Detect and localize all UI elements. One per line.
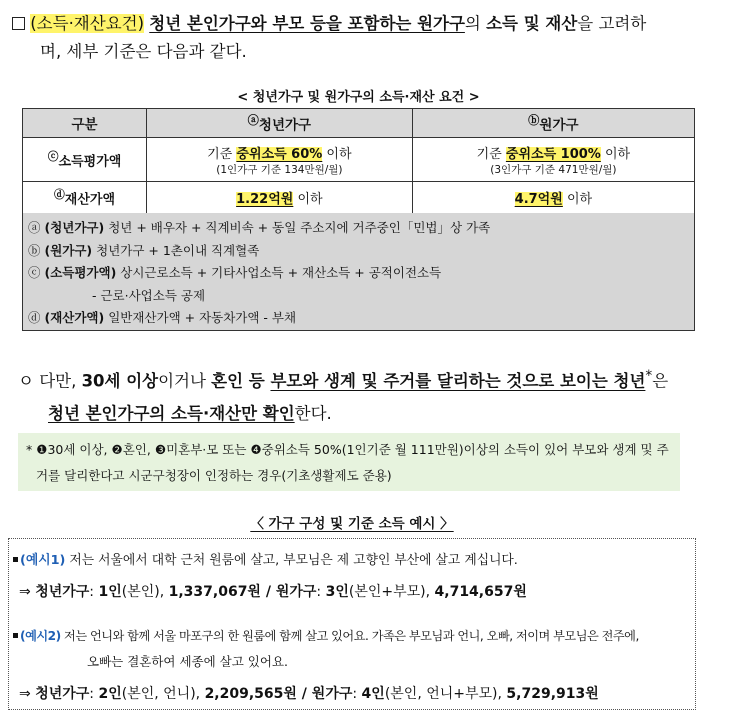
ex2-youth-label: 청년가구 — [35, 686, 90, 702]
ex2-colon: : — [89, 686, 99, 702]
square-bullet-icon — [13, 633, 18, 638]
note-text: 일반재산가액 + 자동차가액 - 부채 — [104, 310, 297, 325]
mark-b: ⓑ — [528, 114, 540, 128]
fn-num: ❸ — [154, 442, 167, 457]
examples-box — [8, 538, 696, 710]
note-text: 청년가구 + 1촌이내 직계혈족 — [92, 242, 260, 258]
fn-star: * — [26, 442, 37, 457]
example-1-result — [19, 581, 527, 601]
s2-text: 다만, — [33, 371, 82, 391]
note-item — [28, 307, 689, 330]
ex1-youth-label: 청년가구 — [35, 584, 90, 600]
orig-income-sub: (3인가구 기준 471만원/월) — [490, 163, 617, 176]
heading-tail: 을 고려하 — [577, 14, 647, 33]
note-term: (소득평가액) — [44, 265, 117, 280]
ex1-orig-detail: (본인+부모), — [348, 584, 435, 600]
cell-orig-assets — [412, 182, 694, 214]
ex1-orig-amount: 4,714,657원 — [434, 584, 527, 600]
ex2-youth-amount: 2,209,565원 — [204, 686, 297, 702]
ex2-colon: : — [352, 686, 362, 702]
s2-marriage: 혼인 등 — [211, 371, 271, 391]
fn-num: ❷ — [111, 442, 123, 457]
section-1-heading — [12, 10, 724, 66]
ex2-label: (예시2) — [20, 629, 61, 643]
ex1-colon: : — [89, 584, 99, 600]
s2-age: 30세 이상 — [81, 371, 159, 391]
ex1-orig-count: 3인 — [325, 584, 349, 600]
fn-text: 30세 이상, — [47, 442, 112, 457]
example-2-result — [19, 683, 599, 703]
header-youth-label: 청년가구 — [258, 117, 312, 134]
ex1-orig-label: 원가구 — [275, 584, 317, 600]
s2-text: 이거나 — [158, 371, 212, 391]
youth-assets-threshold: 1.22억원 — [236, 192, 294, 207]
heading-text: 의 — [464, 14, 487, 33]
note-text: 상시근로소득 + 기타사업소득 + 재산소득 + 공적이전소득 — [116, 265, 442, 280]
orig-assets-post: 이하 — [562, 192, 593, 207]
s2-separate-living: 부모와 생계 및 주거를 달리하는 것으로 보이는 청년 — [270, 371, 646, 391]
ex1-youth-detail: (본인), — [121, 584, 169, 600]
youth-income-sub: (1인가구 기준 134만원/월) — [216, 163, 343, 176]
note-mark: ⓒ — [28, 265, 45, 280]
fn-line2: 거를 달리한다고 시군구청장이 인정하는 경우(기초생활제도 준용) — [36, 468, 392, 483]
square-bullet-icon — [13, 557, 18, 562]
fn-num: ❶ — [36, 442, 48, 457]
example-2-desc-line2: 오빠는 결혼하여 세종에 살고 있어요. — [87, 654, 288, 669]
heading-line2: 며, 세부 기준은 다음과 같다. — [40, 42, 247, 61]
youth-income-post: 이하 — [322, 146, 352, 162]
requirements-table — [22, 108, 695, 214]
note-term: (원가구) — [44, 242, 93, 258]
ex2-orig-label: 원가구 — [311, 686, 353, 702]
mark-d: ⓓ — [53, 188, 65, 202]
ex2-text: 저는 언니와 함께 서울 마포구의 한 원룸에 함께 살고 있어요. 가족은 부모님과 언니, 오빠, 저이며 부모님은 전주에, — [60, 629, 639, 643]
note-text: 청년 + 배우자 + 직계비속 + 동일 주소지에 거주중인「민법」상 가족 — [104, 220, 491, 235]
footnote-box — [18, 433, 680, 491]
ex1-text: 저는 서울에서 대학 근처 원룸에 살고, 부모님은 제 고향인 부산에 살고 계십니다. — [65, 553, 518, 568]
cell-youth-income — [147, 138, 413, 182]
table-caption: < 청년가구 및 원가구의 소득·재산 요건 > — [237, 90, 480, 105]
orig-income-pre: 기준 — [476, 146, 506, 162]
note-item — [28, 217, 689, 240]
ex2-orig-detail: (본인, 언니+부모), — [384, 686, 507, 702]
note-item — [28, 240, 689, 263]
ex2-orig-count: 4인 — [361, 686, 385, 702]
arrow-icon: ⇒ — [19, 686, 36, 702]
example-1-desc — [13, 549, 518, 568]
fn-num: ❹ — [250, 442, 262, 457]
ex2-youth-detail: (본인, 언니), — [121, 686, 205, 702]
s2-tail: 한다. — [294, 403, 332, 423]
note-mark: ⓓ — [28, 310, 45, 325]
youth-income-pre: 기준 — [207, 146, 237, 162]
row-income-label — [23, 138, 147, 182]
note-item — [28, 262, 689, 285]
heading-households: 청년 본인가구와 부모 등을 포함하는 원가구 — [149, 14, 465, 33]
ex1-youth-amount: 1,337,067원 — [168, 584, 261, 600]
examples-title: 〈 가구 구성 및 기준 소득 예시 〉 — [250, 516, 454, 532]
arrow-icon: ⇒ — [19, 584, 36, 600]
note-term: (청년가구) — [44, 220, 105, 235]
definition-notes — [22, 213, 695, 331]
cell-orig-income — [412, 138, 694, 182]
note-term: (재산가액) — [44, 310, 105, 325]
circle-bullet: ㅇ — [18, 371, 34, 391]
ex1-colon: : — [316, 584, 326, 600]
col-header-original — [412, 109, 694, 138]
note-item — [28, 285, 689, 308]
fn-text: 미혼부·모 또는 — [166, 442, 251, 457]
heading-income-assets: 소득 및 재산 — [486, 14, 578, 33]
fn-text: 혼인, — [122, 442, 155, 457]
mark-c: ⓒ — [47, 150, 59, 164]
ex2-orig-amount: 5,729,913원 — [506, 686, 599, 702]
fn-text: 중위소득 50%(1인기준 월 111만원)이상의 소득이 있어 부모와 생계 및 주 — [261, 442, 669, 457]
note-text: - 근로·사업소득 공제 — [92, 287, 206, 303]
header-orig-label: 원가구 — [539, 117, 579, 134]
row-assets-label — [23, 182, 147, 214]
orig-assets-threshold: 4.7억원 — [514, 192, 563, 207]
s2-text: 은 — [652, 371, 669, 391]
s2-confirm: 청년 본인가구의 소득·재산만 확인 — [48, 403, 295, 423]
row2-label: 재산가액 — [64, 192, 116, 208]
ex1-sep: / — [260, 584, 276, 600]
ex2-youth-count: 2인 — [98, 686, 122, 702]
orig-income-post: 이하 — [600, 146, 631, 162]
footnote-star: * — [645, 368, 653, 384]
youth-income-threshold: 중위소득 60% — [236, 146, 323, 162]
ex1-youth-count: 1인 — [98, 584, 122, 600]
note-mark: ⓐ — [28, 220, 45, 235]
youth-assets-post: 이하 — [293, 192, 323, 207]
col-header-youth — [147, 109, 413, 138]
note-mark: ⓑ — [28, 242, 45, 258]
ex2-sep: / — [296, 686, 312, 702]
section-2-paragraph — [18, 360, 718, 430]
checkbox-bullet-icon — [12, 17, 25, 30]
col-header-gubun: 구분 — [23, 109, 147, 138]
row1-label: 소득평가액 — [58, 154, 122, 170]
mark-a: ⓐ — [247, 114, 259, 128]
ex1-label: (예시1) — [20, 553, 66, 568]
orig-income-threshold: 중위소득 100% — [505, 146, 601, 162]
example-2-desc — [13, 627, 697, 644]
requirement-bracket: (소득·재산요건) — [30, 14, 145, 33]
cell-youth-assets — [147, 182, 413, 214]
